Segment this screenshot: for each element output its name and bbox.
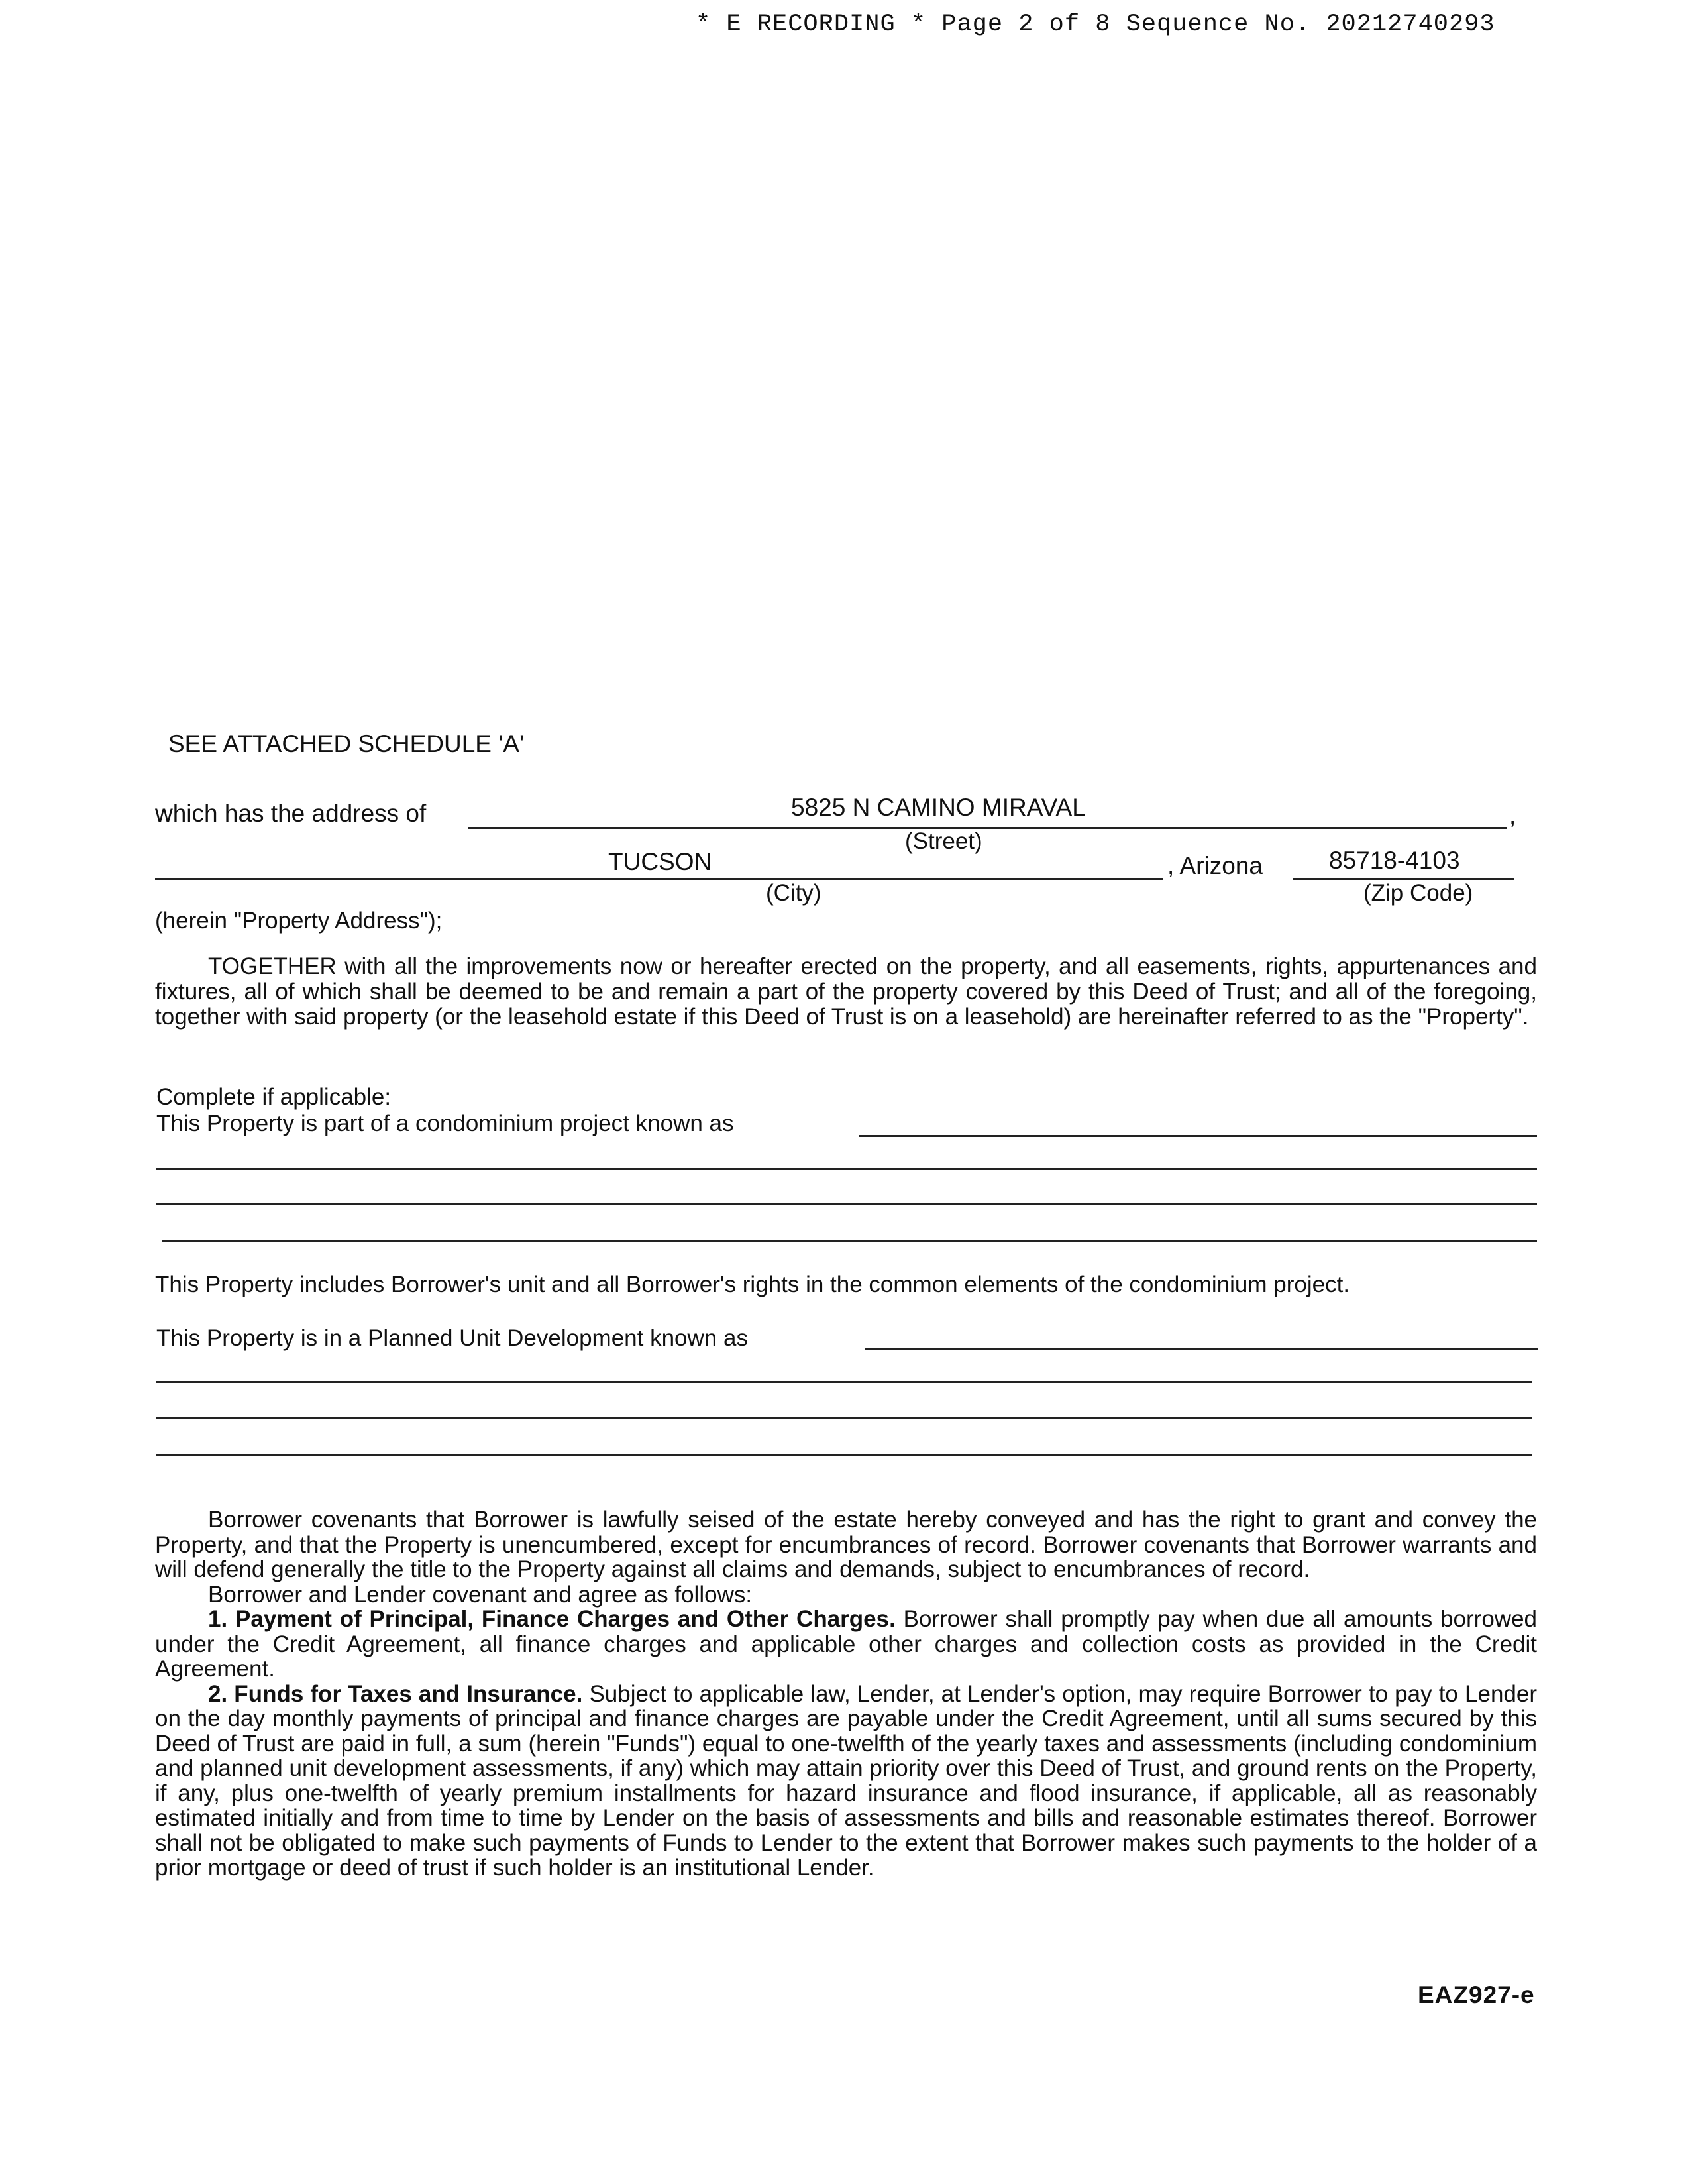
state-label: , Arizona [1167,852,1263,879]
condo-name-line [859,1135,1537,1137]
pud-line-2 [156,1381,1532,1383]
section-2-title: 2. Funds for Taxes and Insurance. [208,1680,583,1707]
zip-label: (Zip Code) [1363,880,1473,906]
pud-name-line [865,1348,1538,1350]
section-2 [155,1682,1537,1881]
condo-includes-text: This Property includes Borrower's unit and all Borrower's rights in the common elements of the condominium project. [155,1272,1350,1297]
city-label: (City) [766,880,822,906]
section-2-body: Subject to applicable law, Lender, at Lender's option, may require Borrower to pay to Lender on the day monthly payments of principal and finance charges are payable under the Credit Agreement, until all sums secured by this Deed of Trust are paid in full, a sum (herein "Funds") equal to one-twelfth of the yearly taxes and assessments (including condominium and planned unit development assessments, if any) which may attain priority over this Deed of Trust, and ground rents on the Property, if any, plus one-twelfth of yearly premium installments for hazard insurance and flood insurance, if applicable, all as reasonably estimated initially and from time to time by Lender on the basis of assessments and bills and reasonable estimates thereof. Borrower shall not be obligated to make such payments of Funds to Lender to the extent that Borrower makes such payments to the holder of a prior mortgage or deed of trust if such holder is an institutional Lender. [155,1680,1537,1881]
street-comma: , [1509,802,1516,829]
covenants-block [155,1507,1537,1881]
covenant-paragraph-1: Borrower covenants that Borrower is lawfully seised of the estate hereby conveyed and has the right to grant and convey the Property, and that the Property is unencumbered, except for encumbrances of record. Borrower covenants that Borrower warrants and will defend generally the title to the Property against all claims and demands, subject to encumbrances of record. [155,1507,1537,1582]
street-value: 5825 N CAMINO MIRAVAL [791,794,1086,821]
street-line [468,827,1507,829]
condo-line-2 [156,1168,1537,1170]
street-label: (Street) [905,828,982,854]
condo-line-3 [156,1203,1537,1205]
complete-if-applicable: Complete if applicable: [156,1084,392,1110]
pud-line-3 [156,1417,1532,1419]
covenant-paragraph-2: Borrower and Lender covenant and agree as follows: [208,1581,753,1608]
condo-line-4 [162,1240,1537,1242]
pud-known-as: This Property is in a Planned Unit Development known as [156,1325,748,1351]
herein-text: (herein "Property Address"); [155,908,443,934]
section-1 [155,1607,1537,1682]
section-1-body: Borrower shall promptly pay when due all amounts borrowed under the Credit Agreement, all finance charges and applicable other charges and collection costs as provided in the Credit Agreement. [155,1606,1538,1682]
condo-includes-paragraph [155,1272,1537,1297]
zip-value: 85718-4103 [1329,847,1460,874]
pud-line-4 [156,1454,1532,1456]
city-line [155,878,1163,880]
schedule-reference: SEE ATTACHED SCHEDULE 'A' [168,730,525,757]
form-code: EAZ927-e [1418,1981,1535,2008]
recording-header: * E RECORDING * Page 2 of 8 Sequence No. 20212740293 [696,11,1495,38]
condo-known-as: This Property is part of a condominium project known as [156,1111,734,1136]
city-value: TUCSON [608,848,712,875]
together-paragraph [155,954,1537,1030]
section-1-title: 1. Payment of Principal, Finance Charges and Other Charges. [208,1606,896,1632]
together-text: TOGETHER with all the improvements now or hereafter erected on the property, and all easements, rights, appurtenances and fixtures, all of which shall be deemed to be and remain a part of the property covered by this Deed of Trust; and all of the foregoing, together with said property (or the leasehold estate if this Deed of Trust is on a leasehold) are hereinafter referred to as the "Property". [155,954,1537,1030]
address-prefix: which has the address of [155,800,427,827]
